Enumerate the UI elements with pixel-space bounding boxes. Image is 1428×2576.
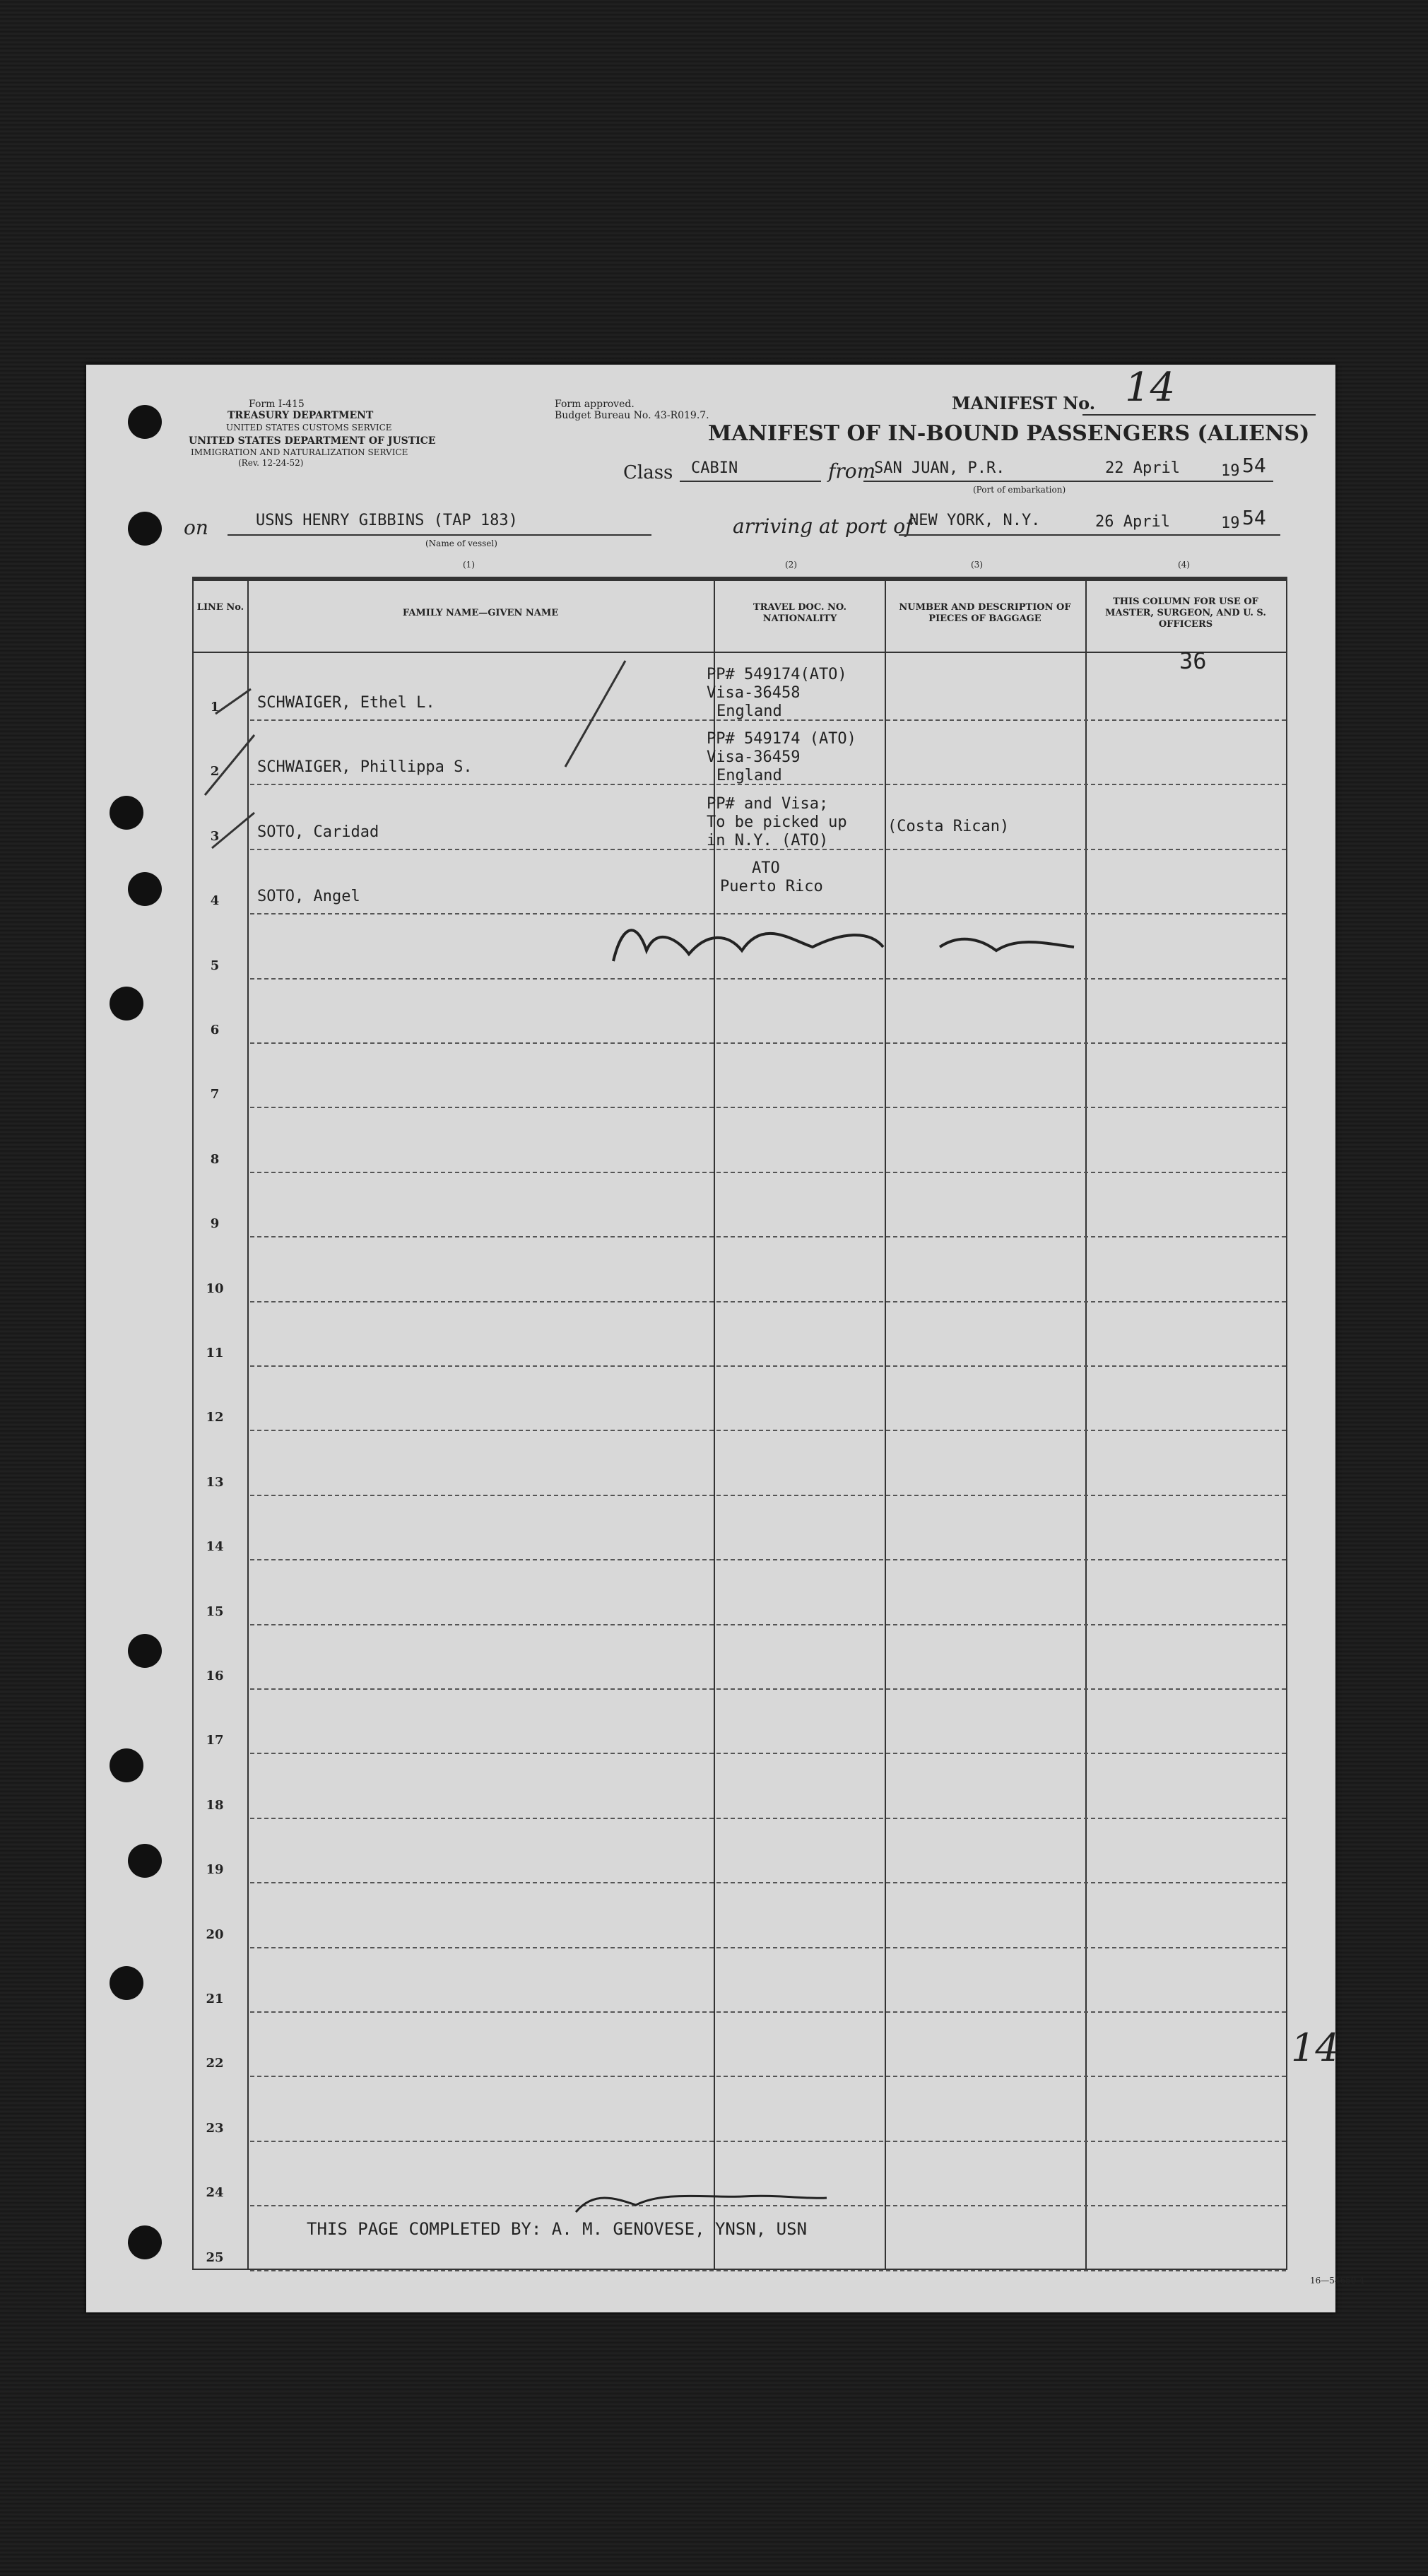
line-number: 1: [210, 700, 220, 714]
nationality: in N.Y. (ATO): [707, 831, 829, 849]
embarkation-date: 22 April: [1105, 459, 1180, 477]
travel-doc-line: Puerto Rico: [720, 878, 823, 896]
on-label: on: [184, 516, 208, 539]
line-number: 10: [206, 1281, 224, 1296]
signature-stroke: [940, 939, 1074, 951]
pen-stroke: [565, 661, 625, 767]
line-number: 4: [210, 893, 220, 909]
customs-service: UNITED STATES CUSTOMS SERVICE: [226, 423, 392, 433]
class-label: Class: [623, 462, 673, 483]
arrival-year-suffix: 54: [1242, 506, 1266, 529]
ins-service: IMMIGRATION AND NATURALIZATION SERVICE: [191, 447, 408, 457]
line-number: 8: [210, 1151, 220, 1167]
form-number: Form I-415: [249, 399, 305, 410]
nationality: England: [716, 702, 782, 720]
footer-code: 16—54650-4: [1310, 2276, 1365, 2286]
line-number: 17: [206, 1733, 224, 1748]
col-num-1: (1): [463, 560, 475, 570]
arriving-label: arriving at port of: [733, 514, 913, 538]
line-number: 2: [210, 764, 220, 780]
passenger-name: SOTO, Angel: [257, 888, 360, 906]
travel-doc-line: Visa-36459: [707, 748, 801, 767]
line-number: 9: [210, 1216, 220, 1232]
travel-doc-line: PP# 549174(ATO): [707, 666, 847, 683]
line-number: 19: [206, 1862, 224, 1878]
passenger-name: SCHWAIGER, Ethel L.: [257, 694, 435, 712]
class-value: CABIN: [691, 459, 738, 477]
treasury-department: TREASURY DEPARTMENT: [228, 410, 374, 421]
line-number: 15: [206, 1604, 224, 1619]
name-header: FAMILY NAME—GIVEN NAME: [402, 608, 559, 618]
officers-header: THIS COLUMN FOR USE OF MASTER, SURGEON, AND U. S. OFFICERS: [1105, 596, 1266, 630]
justice-department: UNITED STATES DEPARTMENT OF JUSTICE: [189, 435, 436, 447]
baggage-description: (Costa Rican): [887, 817, 1010, 835]
arrival-port: NEW YORK, N.Y.: [909, 512, 1041, 529]
passenger-name: SOTO, Caridad: [257, 823, 379, 841]
check-mark: [205, 689, 254, 848]
line-number: 22: [206, 2056, 224, 2071]
vessel-caption: (Name of vessel): [425, 539, 497, 548]
arrival-year-prefix: 19: [1221, 514, 1240, 532]
travel-doc-line: To be picked up: [707, 813, 847, 831]
manifest-number-label: MANIFEST No.: [952, 393, 1096, 413]
travel-doc-line: Visa-36458: [707, 684, 801, 702]
arrival-date: 26 April: [1095, 513, 1170, 531]
embarkation-year-suffix: 54: [1242, 454, 1266, 477]
margin-handwritten-number: 14: [1291, 2025, 1340, 2070]
revision-date: (Rev. 12-24-52): [238, 458, 304, 468]
from-label: from: [828, 459, 876, 483]
line-number: 3: [210, 828, 220, 844]
travel-doc-line: PP# 549174 (ATO): [707, 730, 856, 748]
line-number: 18: [206, 1797, 224, 1813]
line-number: 21: [206, 1992, 224, 2006]
port-embark-caption: (Port of embarkation): [973, 485, 1066, 495]
baggage-header: NUMBER AND DESCRIPTION OF PIECES OF BAGGAGE: [899, 602, 1071, 624]
travel-doc-header: TRAVEL DOC. NO. NATIONALITY: [753, 602, 847, 624]
line-number: 20: [206, 1927, 224, 1942]
vessel-name: USNS HENRY GIBBINS (TAP 183): [256, 512, 518, 529]
manifest-title: MANIFEST OF IN-BOUND PASSENGERS (ALIENS): [708, 421, 1310, 446]
line-number: 6: [210, 1023, 220, 1037]
col-num-4: (4): [1178, 560, 1190, 570]
embarkation-year-prefix: 19: [1221, 462, 1240, 480]
budget-bureau: Budget Bureau No. 43-R019.7.: [555, 410, 709, 421]
form-approved: Form approved.: [555, 399, 635, 410]
line-number: 11: [206, 1346, 224, 1360]
line-number: 23: [206, 2120, 224, 2136]
nationality: England: [716, 767, 782, 785]
line-number: 14: [206, 1539, 224, 1555]
passenger-name: SCHWAIGER, Phillippa S.: [257, 758, 473, 777]
line-no-header: LINE No.: [196, 602, 244, 613]
col-num-2: (2): [785, 560, 797, 570]
line-number: 24: [206, 2185, 224, 2201]
port-of-embarkation: SAN JUAN, P.R.: [874, 459, 1005, 477]
signature-stroke: [613, 930, 883, 961]
travel-doc-line: PP# and Visa;: [707, 794, 829, 813]
line-number: 12: [206, 1410, 224, 1425]
line-number: 7: [210, 1087, 220, 1102]
officer-note: 36: [1179, 647, 1207, 674]
travel-doc-line: ATO: [752, 859, 780, 878]
line-number: 5: [210, 958, 220, 973]
line-number: 16: [206, 1669, 224, 1683]
manifest-number: 14: [1125, 365, 1176, 411]
line-number: 13: [206, 1474, 224, 1490]
officer-signature: [576, 2196, 827, 2212]
completed-by: THIS PAGE COMPLETED BY: A. M. GENOVESE, YNSN, USN: [307, 2219, 808, 2239]
line-number: 25: [206, 2249, 224, 2265]
col-num-3: (3): [971, 560, 983, 570]
